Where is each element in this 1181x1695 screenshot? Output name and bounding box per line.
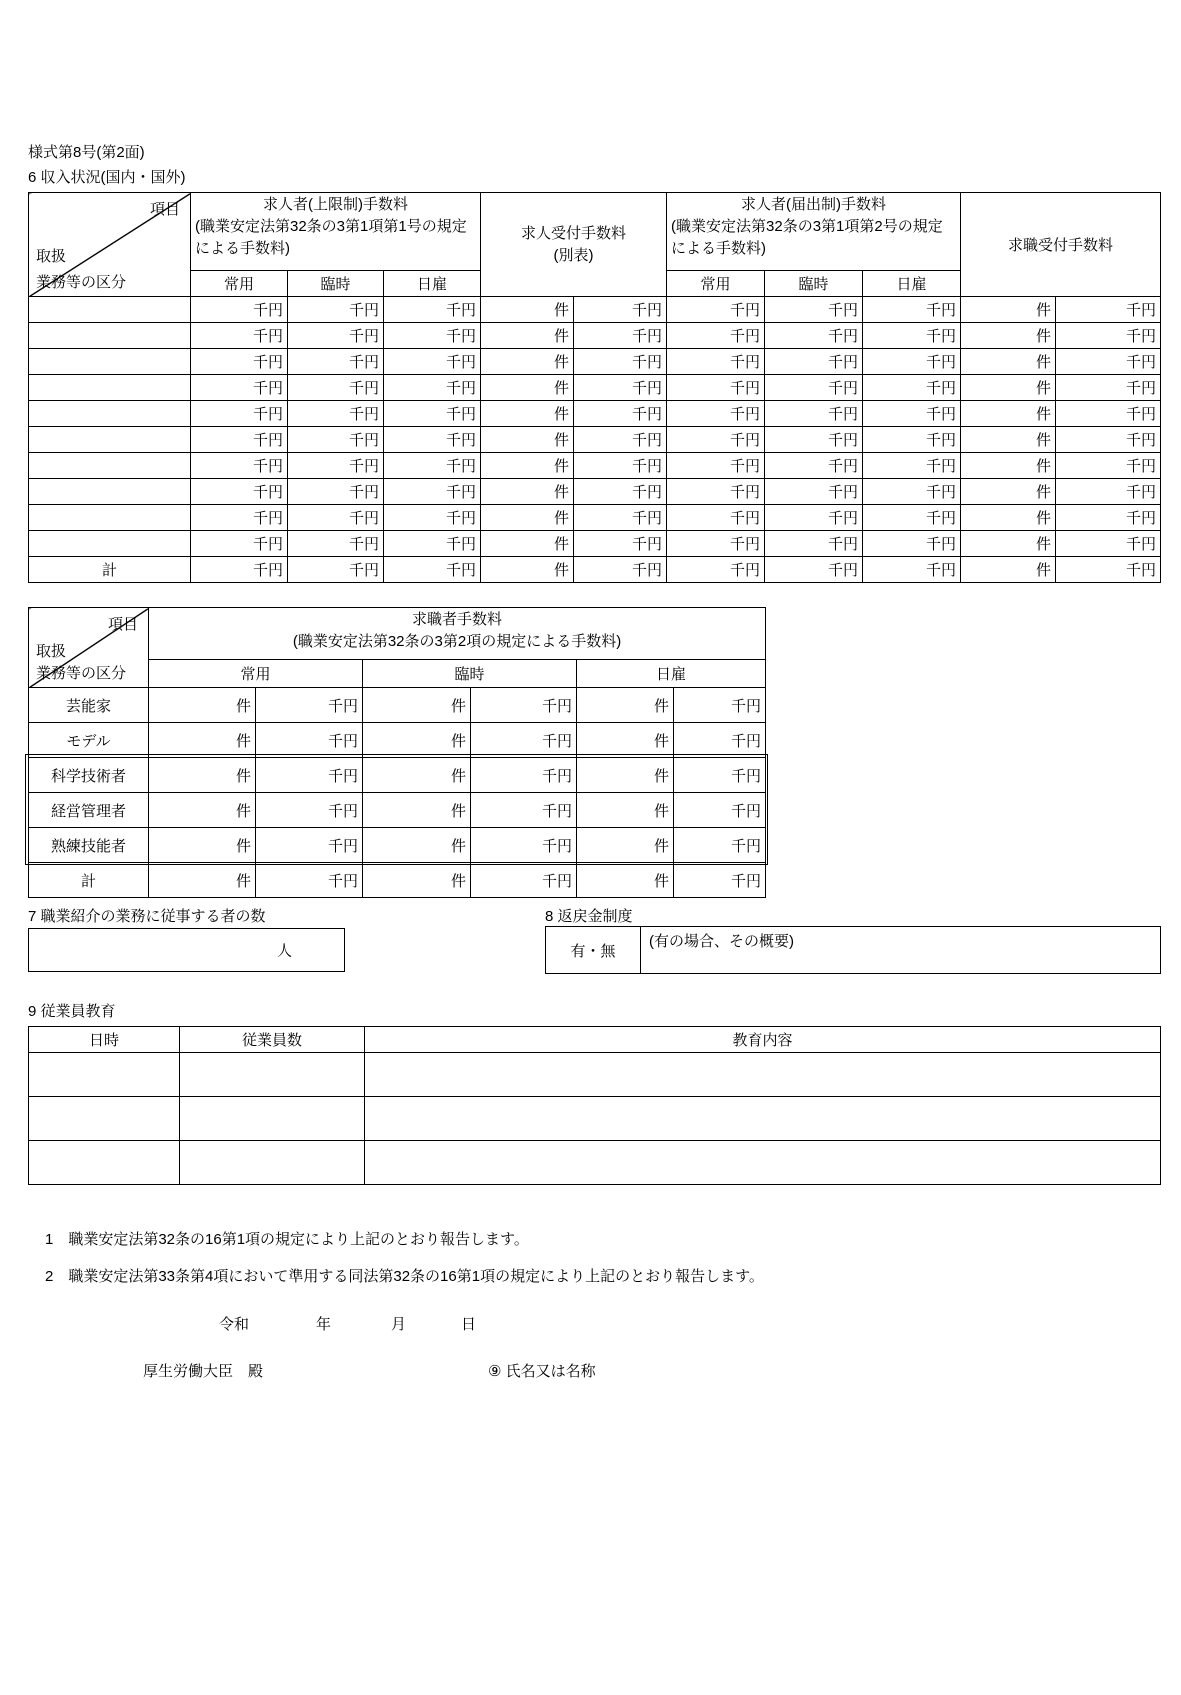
fee-count-cell: 件 (961, 349, 1056, 375)
diag-handle-label-2: 取扱 (36, 643, 67, 660)
training-col-datetime: 日時 (29, 1027, 180, 1053)
upper-limit-fee-header (191, 193, 481, 271)
fee-amount-cell: 千円 (667, 297, 765, 323)
fee-amount-cell: 千円 (574, 479, 667, 505)
refund-note: (有の場合、その概要) (649, 933, 794, 950)
staff-count-box (28, 928, 345, 972)
form-code: 様式第8号(第2面) (28, 144, 145, 161)
fee-amount-cell: 千円 (384, 557, 481, 583)
fee-amount-cell: 千円 (863, 375, 961, 401)
fee-amount-cell: 千円 (384, 453, 481, 479)
income-row (29, 531, 1161, 557)
notification-fee-title: 求人者(届出制)手数料 (741, 196, 887, 213)
fee-amount-cell: 千円 (288, 479, 384, 505)
fee-amount-cell: 千円 (1056, 531, 1161, 557)
training-table (28, 1026, 1161, 1185)
fee-amount-cell: 千円 (256, 688, 363, 723)
jobseeker-fee-title: 求職者手数料 (412, 611, 503, 628)
fee-count-cell: 件 (481, 349, 574, 375)
fee-amount-cell: 千円 (674, 723, 766, 758)
fee-count-cell: 件 (149, 863, 256, 898)
fee-count-cell: 件 (577, 723, 674, 758)
jobseeker-fee-law: (職業安定法第32条の3第2項の規定による手数料) (292, 633, 622, 651)
row-category-label (29, 427, 191, 453)
fee-amount-cell: 千円 (384, 479, 481, 505)
fee-amount-cell: 千円 (288, 323, 384, 349)
fee-count-cell: 件 (961, 297, 1056, 323)
fee-count-cell: 件 (363, 758, 471, 793)
fee-amount-cell: 千円 (765, 427, 863, 453)
income-table-body (29, 297, 1161, 583)
fee-amount-cell: 千円 (765, 479, 863, 505)
subcol-regular-1: 常用 (191, 271, 288, 297)
training-row (29, 1141, 1161, 1185)
fee-amount-cell: 千円 (765, 401, 863, 427)
fee-amount-cell: 千円 (191, 479, 288, 505)
fee-amount-cell: 千円 (863, 427, 961, 453)
row-category-label (29, 531, 191, 557)
fee-count-cell: 件 (577, 793, 674, 828)
jobseeker-fee-header (149, 608, 766, 660)
income-table-header-row1 (29, 193, 1161, 271)
training-empty-cell (365, 1053, 1161, 1097)
fee-amount-cell: 千円 (384, 531, 481, 557)
training-row (29, 1053, 1161, 1097)
fee-amount-cell: 千円 (863, 453, 961, 479)
fee-count-cell: 件 (481, 505, 574, 531)
fee-count-cell: 件 (481, 375, 574, 401)
fee-amount-cell: 千円 (191, 297, 288, 323)
fee-count-cell: 件 (481, 453, 574, 479)
row-category-label: 計 (29, 557, 191, 583)
subcol-daily-2: 日雇 (863, 271, 961, 297)
section7-title: 7 職業紹介の業務に従事する者の数 (28, 908, 266, 925)
fee-amount-cell: 千円 (674, 828, 766, 863)
addressee-line (0, 1360, 1181, 1382)
diag-item-label: 項目 (149, 201, 180, 218)
fee-amount-cell: 千円 (574, 531, 667, 557)
fee-amount-cell: 千円 (471, 688, 577, 723)
fee-amount-cell: 千円 (765, 453, 863, 479)
fee-count-cell: 件 (481, 323, 574, 349)
fee-amount-cell: 千円 (384, 349, 481, 375)
fee-amount-cell: 千円 (574, 297, 667, 323)
fee-amount-cell: 千円 (288, 531, 384, 557)
fee-count-cell: 件 (961, 453, 1056, 479)
fee-count-cell: 件 (481, 531, 574, 557)
fee-count-cell: 件 (577, 863, 674, 898)
subcol2-regular: 常用 (149, 660, 363, 688)
day-label: 日 (461, 1316, 477, 1333)
subcol-temporary-1: 臨時 (288, 271, 384, 297)
job-offer-accept-fee-sub: (別表) (553, 247, 594, 265)
fee-amount-cell: 千円 (667, 427, 765, 453)
note-1: 1 職業安定法第32条の16第1項の規定により上記のとおり報告します。 (45, 1231, 529, 1248)
fee-amount-cell: 千円 (288, 401, 384, 427)
fee-count-cell: 件 (481, 427, 574, 453)
diag-handle-label: 取扱 (36, 248, 67, 265)
fee-amount-cell: 千円 (191, 505, 288, 531)
fee-count-cell: 件 (481, 297, 574, 323)
jobseeker-row (29, 688, 766, 723)
fee-amount-cell: 千円 (674, 863, 766, 898)
training-empty-cell (180, 1053, 365, 1097)
fee-count-cell: 件 (481, 479, 574, 505)
note-2: 2 職業安定法第33条第4項において準用する同法第32条の16第1項の規定により上記のとおり報告します。 (45, 1268, 764, 1285)
income-row (29, 349, 1161, 375)
fee-amount-cell: 千円 (471, 793, 577, 828)
fee-amount-cell: 千円 (1056, 401, 1161, 427)
row-category-label (29, 479, 191, 505)
diagonal-header-cell-2 (29, 608, 149, 688)
diagonal-header-cell (29, 193, 191, 297)
diag-category-label-2: 業務等の区分 (36, 665, 127, 682)
fee-amount-cell: 千円 (471, 863, 577, 898)
income-row (29, 297, 1161, 323)
fee-amount-cell: 千円 (863, 505, 961, 531)
jobseeker-total-row (29, 863, 766, 898)
fee-amount-cell: 千円 (1056, 505, 1161, 531)
fee-amount-cell: 千円 (191, 349, 288, 375)
income-total-row (29, 557, 1161, 583)
fee-amount-cell: 千円 (288, 505, 384, 531)
fee-amount-cell: 千円 (191, 557, 288, 583)
fee-amount-cell: 千円 (765, 375, 863, 401)
row-category-label (29, 349, 191, 375)
training-empty-cell (180, 1141, 365, 1185)
fee-amount-cell: 千円 (288, 557, 384, 583)
income-row (29, 323, 1161, 349)
fee-count-cell: 件 (961, 427, 1056, 453)
job-offer-accept-fee-header (481, 193, 667, 297)
fee-amount-cell: 千円 (765, 323, 863, 349)
fee-amount-cell: 千円 (1056, 453, 1161, 479)
fee-amount-cell: 千円 (765, 297, 863, 323)
section6-title: 6 収入状況(国内・国外) (28, 169, 186, 186)
fee-count-cell: 件 (961, 557, 1056, 583)
fee-amount-cell: 千円 (667, 453, 765, 479)
fee-count-cell: 件 (363, 688, 471, 723)
income-row (29, 453, 1161, 479)
fee-amount-cell: 千円 (863, 323, 961, 349)
upper-limit-fee-title: 求人者(上限制)手数料 (263, 196, 408, 213)
fee-count-cell: 件 (149, 688, 256, 723)
training-row (29, 1097, 1161, 1141)
fee-count-cell: 件 (149, 758, 256, 793)
training-empty-cell (365, 1097, 1161, 1141)
fee-amount-cell: 千円 (384, 427, 481, 453)
fee-amount-cell: 千円 (863, 557, 961, 583)
fee-amount-cell: 千円 (384, 297, 481, 323)
fee-count-cell: 件 (363, 863, 471, 898)
upper-limit-fee-law: (職業安定法第32条の3第1項第1号の規定による手数料) (195, 218, 467, 257)
fee-count-cell: 件 (577, 828, 674, 863)
fee-amount-cell: 千円 (384, 375, 481, 401)
notification-fee-law: (職業安定法第32条の3第1項第2号の規定による手数料) (671, 218, 943, 257)
fee-amount-cell: 千円 (256, 793, 363, 828)
fee-amount-cell: 千円 (863, 297, 961, 323)
fee-amount-cell: 千円 (191, 323, 288, 349)
fee-amount-cell: 千円 (574, 349, 667, 375)
job-offer-accept-fee-title: 求人受付手数料 (521, 225, 627, 242)
fee-amount-cell: 千円 (863, 531, 961, 557)
training-empty-cell (29, 1097, 180, 1141)
fee-amount-cell: 千円 (765, 349, 863, 375)
fee-amount-cell: 千円 (667, 323, 765, 349)
fee-amount-cell: 千円 (288, 453, 384, 479)
diag-item-label-2: 項目 (107, 616, 138, 633)
jobseeker-row (29, 793, 766, 828)
era-label: 令和 (219, 1316, 250, 1333)
fee-amount-cell: 千円 (863, 401, 961, 427)
diag-category-label: 業務等の区分 (36, 274, 127, 291)
row-category-label (29, 375, 191, 401)
name-or-title-label: ⑨ 氏名又は名称 (488, 1363, 596, 1380)
fee-amount-cell: 千円 (256, 758, 363, 793)
income-row (29, 375, 1161, 401)
fee-count-cell: 件 (149, 828, 256, 863)
row-category-label: 芸能家 (29, 688, 149, 723)
training-empty-cell (29, 1141, 180, 1185)
fee-amount-cell: 千円 (471, 758, 577, 793)
row-category-label: 熟練技能者 (29, 828, 149, 863)
fee-amount-cell: 千円 (667, 401, 765, 427)
income-row (29, 505, 1161, 531)
row-category-label: モデル (29, 723, 149, 758)
date-line (0, 1313, 1181, 1335)
training-table-header-row (29, 1027, 1161, 1053)
income-row (29, 427, 1161, 453)
fee-amount-cell: 千円 (1056, 557, 1161, 583)
fee-amount-cell: 千円 (574, 505, 667, 531)
fee-count-cell: 件 (363, 793, 471, 828)
training-col-staff: 従業員数 (180, 1027, 365, 1053)
fee-amount-cell: 千円 (765, 505, 863, 531)
jobseeker-row (29, 828, 766, 863)
fee-amount-cell: 千円 (674, 793, 766, 828)
fee-amount-cell: 千円 (384, 323, 481, 349)
fee-count-cell: 件 (363, 723, 471, 758)
job-seek-accept-fee-title: 求職受付手数料 (1008, 237, 1114, 254)
row-category-label (29, 297, 191, 323)
fee-amount-cell: 千円 (191, 427, 288, 453)
fee-amount-cell: 千円 (674, 688, 766, 723)
job-seek-accept-fee-header (961, 193, 1161, 297)
fee-amount-cell: 千円 (765, 557, 863, 583)
fee-count-cell: 件 (961, 323, 1056, 349)
fee-amount-cell: 千円 (471, 723, 577, 758)
jobseeker-row (29, 758, 766, 793)
month-label: 月 (391, 1316, 407, 1333)
section9-title: 9 従業員教育 (28, 1003, 116, 1020)
jobseeker-row (29, 723, 766, 758)
fee-amount-cell: 千円 (667, 375, 765, 401)
fee-count-cell: 件 (363, 828, 471, 863)
fee-amount-cell: 千円 (256, 723, 363, 758)
staff-count-unit: 人 (276, 942, 292, 960)
row-category-label (29, 323, 191, 349)
fee-count-cell: 件 (961, 479, 1056, 505)
fee-amount-cell: 千円 (863, 479, 961, 505)
fee-amount-cell: 千円 (191, 453, 288, 479)
row-category-label (29, 453, 191, 479)
fee-count-cell: 件 (961, 375, 1056, 401)
minister-label: 厚生労働大臣 殿 (143, 1363, 264, 1380)
fee-amount-cell: 千円 (191, 375, 288, 401)
fee-amount-cell: 千円 (288, 349, 384, 375)
fee-count-cell: 件 (149, 723, 256, 758)
row-category-label: 計 (29, 863, 149, 898)
training-empty-cell (180, 1097, 365, 1141)
fee-amount-cell: 千円 (574, 401, 667, 427)
subcol2-temporary: 臨時 (363, 660, 577, 688)
subcol2-daily: 日雇 (577, 660, 766, 688)
fee-count-cell: 件 (577, 688, 674, 723)
subcol-regular-2: 常用 (667, 271, 765, 297)
row-category-label (29, 505, 191, 531)
fee-amount-cell: 千円 (667, 349, 765, 375)
fee-amount-cell: 千円 (667, 505, 765, 531)
fee-amount-cell: 千円 (667, 479, 765, 505)
fee-amount-cell: 千円 (384, 401, 481, 427)
row-category-label: 経営管理者 (29, 793, 149, 828)
fee-amount-cell: 千円 (574, 375, 667, 401)
jobseeker-fee-table (28, 607, 766, 898)
section8-title: 8 返戻金制度 (545, 908, 633, 925)
fee-count-cell: 件 (961, 531, 1056, 557)
fee-amount-cell: 千円 (863, 349, 961, 375)
fee-count-cell: 件 (481, 557, 574, 583)
fee-amount-cell: 千円 (256, 828, 363, 863)
fee-amount-cell: 千円 (667, 557, 765, 583)
fee-amount-cell: 千円 (288, 427, 384, 453)
income-row (29, 479, 1161, 505)
fee-amount-cell: 千円 (574, 453, 667, 479)
income-row (29, 401, 1161, 427)
row-category-label (29, 401, 191, 427)
fee-count-cell: 件 (481, 401, 574, 427)
training-table-body (29, 1053, 1161, 1185)
fee-amount-cell: 千円 (667, 531, 765, 557)
refund-toggle: 有・無 (546, 927, 641, 973)
fee-count-cell: 件 (577, 758, 674, 793)
fee-count-cell: 件 (961, 401, 1056, 427)
fee-amount-cell: 千円 (471, 828, 577, 863)
fee-amount-cell: 千円 (574, 323, 667, 349)
fee-amount-cell: 千円 (765, 531, 863, 557)
fee-amount-cell: 千円 (1056, 349, 1161, 375)
fee-amount-cell: 千円 (1056, 323, 1161, 349)
fee-amount-cell: 千円 (288, 375, 384, 401)
fee-amount-cell: 千円 (574, 427, 667, 453)
fee-amount-cell: 千円 (674, 758, 766, 793)
fee-amount-cell: 千円 (1056, 297, 1161, 323)
fee-count-cell: 件 (149, 793, 256, 828)
income-table (28, 192, 1161, 583)
subcol-daily-1: 日雇 (384, 271, 481, 297)
fee-amount-cell: 千円 (191, 531, 288, 557)
fee-count-cell: 件 (961, 505, 1056, 531)
jobseeker-table-body (29, 688, 766, 898)
year-label: 年 (316, 1316, 332, 1333)
fee-amount-cell: 千円 (1056, 479, 1161, 505)
fee-amount-cell: 千円 (288, 297, 384, 323)
training-col-content: 教育内容 (365, 1027, 1161, 1053)
jobseeker-table-header-row1 (29, 608, 766, 660)
fee-amount-cell: 千円 (1056, 427, 1161, 453)
refund-system-box (545, 926, 1161, 974)
fee-amount-cell: 千円 (191, 401, 288, 427)
fee-amount-cell: 千円 (384, 505, 481, 531)
fee-amount-cell: 千円 (574, 557, 667, 583)
subcol-temporary-2: 臨時 (765, 271, 863, 297)
fee-amount-cell: 千円 (256, 863, 363, 898)
row-category-label: 科学技術者 (29, 758, 149, 793)
notification-fee-header (667, 193, 961, 271)
fee-amount-cell: 千円 (1056, 375, 1161, 401)
training-empty-cell (365, 1141, 1161, 1185)
training-empty-cell (29, 1053, 180, 1097)
